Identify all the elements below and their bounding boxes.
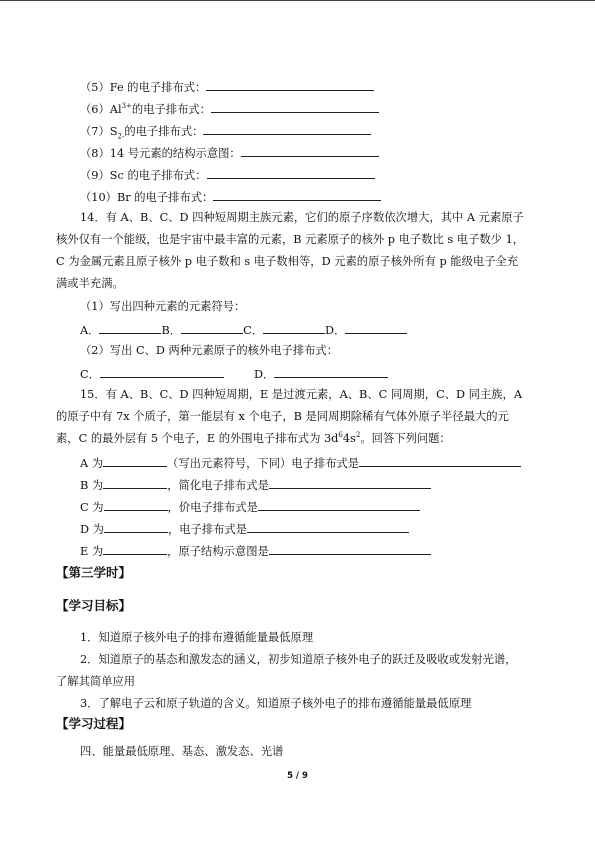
answer-blank[interactable] bbox=[269, 477, 431, 489]
q14-line-3: C 为金属元素且原子核外 p 电子数和 s 电子数相等，D 元素的原子核外所有 p 能级电子全充 bbox=[56, 255, 519, 268]
answer-blank[interactable] bbox=[181, 322, 243, 334]
answer-blank[interactable] bbox=[104, 499, 168, 511]
q15-line-1: 15．有 A、B、C、D 四种短周期，E 是过渡元素，A、B、C 同周期，C、D 同主族，A bbox=[80, 388, 523, 401]
answer-blank[interactable] bbox=[345, 322, 407, 334]
q14-line-1: 14．有 A、B、C、D 四种短周期主族元素，它们的原子序数依次增大，其中 A 元素原子 bbox=[80, 211, 524, 224]
answer-blank[interactable] bbox=[203, 123, 371, 135]
page-number: 5 / 9 bbox=[287, 771, 308, 781]
q14-line-4: 满或半充满。 bbox=[56, 277, 124, 290]
answer-blank[interactable] bbox=[263, 322, 325, 334]
page-top-border bbox=[0, 0, 595, 1]
q14-symbol-row: A． B． C． D． bbox=[80, 322, 407, 338]
q14-config-row: C． D． bbox=[80, 366, 388, 382]
q13-item-5: （5）Fe 的电子排布式： bbox=[80, 79, 374, 95]
answer-blank[interactable] bbox=[274, 366, 388, 378]
q15-line-3: 素，C 的最外层有 5 个电子，E 的外围电子排布式为 $3d^64s^2$。回答下列问题： bbox=[56, 431, 451, 445]
q15-row-d: D 为 ，电子排布式是 bbox=[80, 521, 409, 537]
answer-blank[interactable] bbox=[241, 145, 379, 157]
q13-item-9: （9）Sc 的电子排布式： bbox=[80, 167, 375, 183]
answer-blank[interactable] bbox=[103, 477, 167, 489]
answer-blank[interactable] bbox=[207, 167, 375, 179]
answer-blank[interactable] bbox=[206, 79, 374, 91]
heading-learning-process: 【学习过程】 bbox=[56, 716, 132, 731]
answer-blank[interactable] bbox=[103, 455, 167, 467]
q14-line-2: 核外仅有一个能级，也是宇宙中最丰富的元素，B 元素原子的核外 p 电子数比 s 电子数少 1， bbox=[56, 233, 525, 246]
q13-item-7: $(7)S_{2-}$的电子排布式： bbox=[80, 123, 371, 139]
q13-item-10: （10）Br 的电子排布式： bbox=[80, 189, 381, 205]
goal-2-line-1: 2．知道原子的基态和激发态的涵义，初步知道原子核外电子的跃迁及吸收或发射光谱， bbox=[80, 653, 517, 666]
answer-blank[interactable] bbox=[99, 322, 161, 334]
heading-third-period: 【第三学时】 bbox=[56, 565, 132, 580]
q15-row-e: E 为 ，原子结构示意图是 bbox=[80, 543, 431, 559]
q13-item-6: $(6)Al^{3+}$的电子排布式： bbox=[80, 101, 379, 117]
answer-blank[interactable] bbox=[247, 521, 409, 533]
goal-3: 3．了解电子云和原子轨道的含义。知道原子核外电子的排布遵循能量最低原理 bbox=[80, 697, 472, 710]
section-four-title: 四、能量最低原理、基态、激发态、光谱 bbox=[80, 745, 284, 758]
q15-row-a: A 为 （写出元素符号，下同）电子排布式是 bbox=[80, 455, 521, 471]
answer-blank[interactable] bbox=[213, 189, 381, 201]
answer-blank[interactable] bbox=[104, 521, 168, 533]
answer-blank[interactable] bbox=[100, 366, 224, 378]
q13-item-8: （8）14 号元素的结构示意图： bbox=[80, 145, 379, 161]
heading-learning-goals: 【学习目标】 bbox=[56, 598, 132, 613]
answer-blank[interactable] bbox=[359, 455, 521, 467]
answer-blank[interactable] bbox=[211, 101, 379, 113]
q15-row-c: C 为 ，价电子排布式是 bbox=[80, 499, 420, 515]
goal-1: 1．知道原子核外电子的排布遵循能量最低原理 bbox=[80, 631, 314, 644]
q14-sub-1: （1）写出四种元素的元素符号： bbox=[80, 300, 246, 313]
answer-blank[interactable] bbox=[269, 543, 431, 555]
goal-2-line-2: 了解其简单应用 bbox=[56, 675, 136, 688]
q14-sub-2: （2）写出 C、D 两种元素原子的核外电子排布式： bbox=[80, 344, 339, 357]
q15-line-2: 的原子中有 7x 个质子，第一能层有 x 个电子，B 是同周期除稀有气体外原子半径最大的元 bbox=[56, 410, 509, 423]
answer-blank[interactable] bbox=[258, 499, 420, 511]
q15-row-b: B 为 ，简化电子排布式是 bbox=[80, 477, 431, 493]
answer-blank[interactable] bbox=[103, 543, 167, 555]
